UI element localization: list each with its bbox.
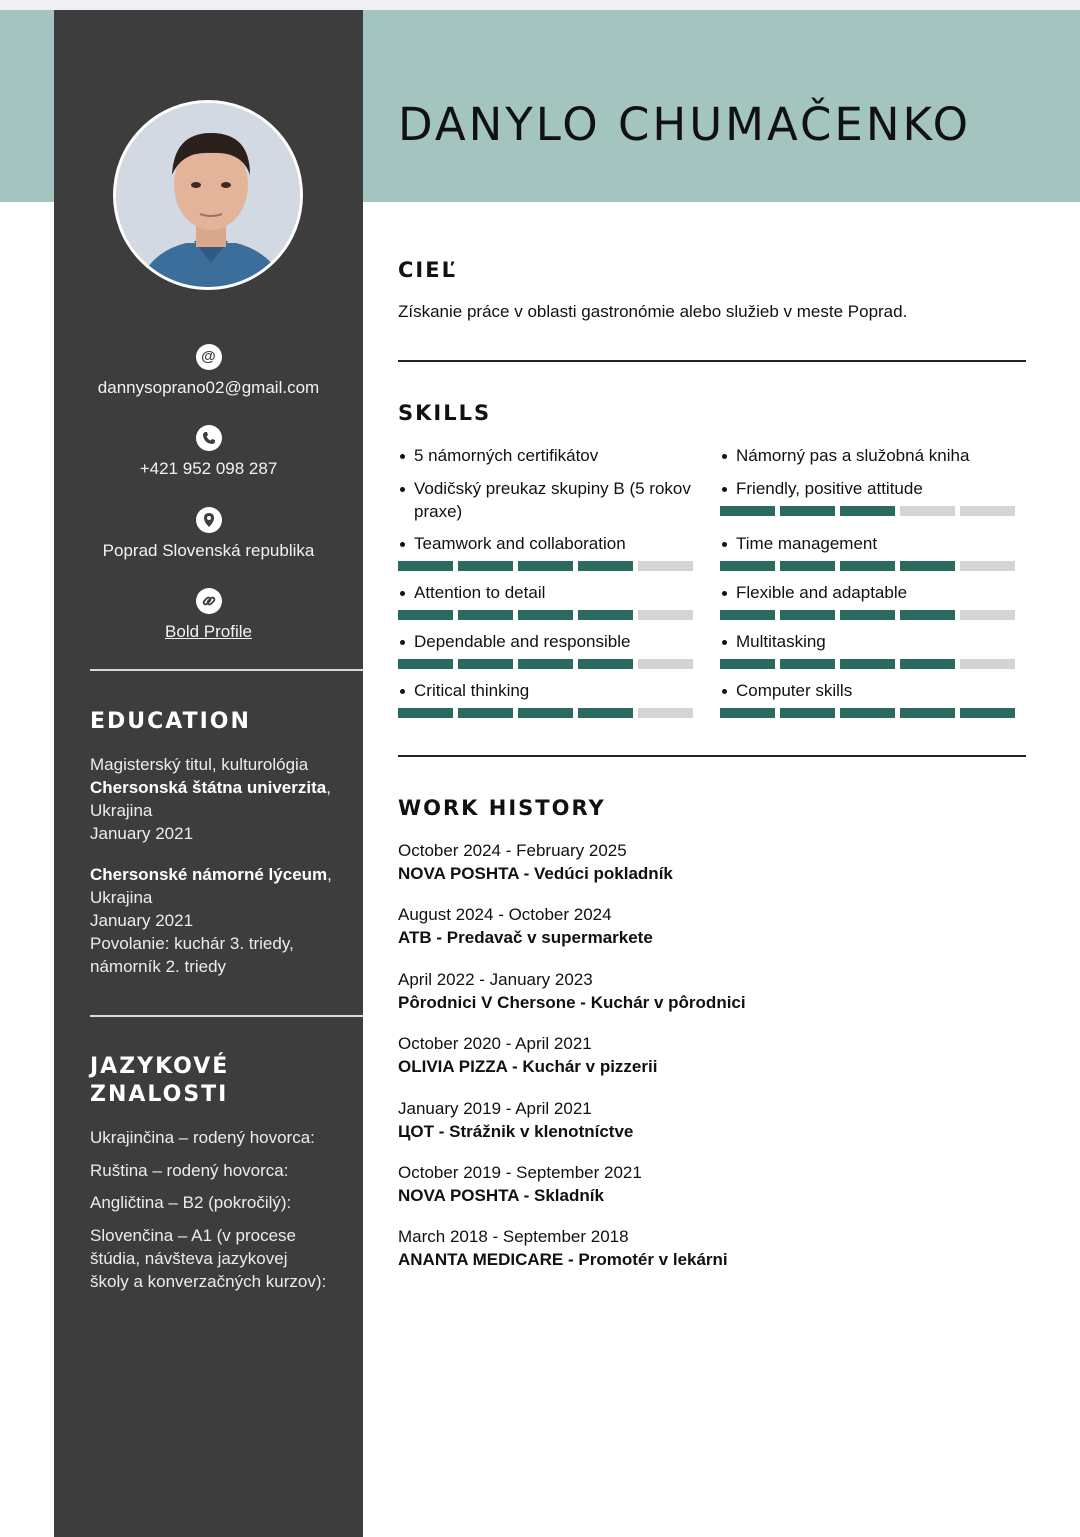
rating-segment-filled xyxy=(578,708,633,718)
rating-segment-filled xyxy=(720,659,775,669)
rating-segment-empty xyxy=(900,506,955,516)
skill-rating xyxy=(398,708,694,718)
rating-segment-filled xyxy=(518,561,573,571)
education-place: , Ukrajina xyxy=(90,778,331,820)
objective-heading: CIEĽ xyxy=(398,258,457,282)
work-date: August 2024 - October 2024 xyxy=(398,905,612,925)
objective-text: Získanie práce v oblasti gastronómie alebo služieb v meste Poprad. xyxy=(398,302,908,321)
rating-segment-filled xyxy=(900,708,955,718)
rating-segment-filled xyxy=(780,506,835,516)
rating-segment-filled xyxy=(398,708,453,718)
work-entry xyxy=(398,1097,1026,1143)
rating-segment-filled xyxy=(518,610,573,620)
rating-segment-filled xyxy=(578,561,633,571)
education-date: January 2021 xyxy=(90,824,194,843)
rating-segment-filled xyxy=(900,561,955,571)
work-entry xyxy=(398,903,1026,949)
work-title: NOVA POSHTA - Vedúci pokladník xyxy=(398,864,673,883)
profile-photo-illustration xyxy=(116,103,303,290)
skill-rating xyxy=(720,659,1016,669)
skill-rating xyxy=(398,659,694,669)
work-title: Pôrodnici V Chersone - Kuchár v pôrodnici xyxy=(398,992,746,1012)
rating-segment-filled xyxy=(518,708,573,718)
rating-segment-filled xyxy=(960,708,1015,718)
skill-label: Time management xyxy=(720,532,1016,555)
skill-item xyxy=(720,444,1016,467)
contact-email[interactable] xyxy=(54,344,363,398)
work-entry xyxy=(398,968,1026,1014)
work-date: January 2019 - April 2021 xyxy=(398,1098,592,1118)
skill-item xyxy=(720,581,1016,620)
skill-label: Multitasking xyxy=(720,630,1016,653)
phone-icon xyxy=(196,425,222,451)
skill-item xyxy=(398,477,694,523)
education-entry xyxy=(90,863,352,978)
location-pin-icon xyxy=(196,507,222,533)
work-date: October 2019 - September 2021 xyxy=(398,1163,642,1182)
skill-rating xyxy=(720,610,1016,620)
rating-segment-filled xyxy=(840,659,895,669)
skill-label: Critical thinking xyxy=(398,679,694,702)
rating-segment-filled xyxy=(840,708,895,718)
education-note: Povolanie: kuchár 3. triedy, námorník 2. triedy xyxy=(90,934,294,976)
rating-segment-filled xyxy=(720,506,775,516)
skill-label: Friendly, positive attitude xyxy=(720,477,1016,500)
skill-label: Attention to detail xyxy=(398,581,694,604)
work-title: ЦОТ - Strážnik v klenotníctve xyxy=(398,1121,634,1141)
rating-segment-filled xyxy=(398,561,453,571)
education-school-line xyxy=(90,863,352,909)
work-entry xyxy=(398,1032,1026,1078)
rating-segment-filled xyxy=(578,659,633,669)
at-icon: @ xyxy=(196,344,222,370)
skill-item xyxy=(398,444,694,467)
skill-label: Computer skills xyxy=(720,679,1016,702)
rating-segment-filled xyxy=(780,610,835,620)
skill-label: Teamwork and collaboration xyxy=(398,532,694,555)
rating-segment-filled xyxy=(458,610,513,620)
section-divider xyxy=(398,755,1026,757)
education-school: Chersonské námorné lýceum xyxy=(90,865,328,884)
rating-segment-filled xyxy=(398,610,453,620)
skill-label: Flexible and adaptable xyxy=(720,581,1016,604)
rating-segment-filled xyxy=(720,610,775,620)
work-date: April 2022 - January 2023 xyxy=(398,969,593,989)
skill-item xyxy=(398,532,694,571)
skill-rating xyxy=(720,506,1016,516)
skill-item xyxy=(720,477,1016,516)
rating-segment-empty xyxy=(960,561,1015,571)
rating-segment-filled xyxy=(458,708,513,718)
rating-segment-filled xyxy=(900,610,955,620)
rating-segment-filled xyxy=(900,659,955,669)
sidebar-divider xyxy=(90,1015,363,1017)
education-date: January 2021 xyxy=(90,911,194,930)
rating-segment-filled xyxy=(840,506,895,516)
rating-segment-empty xyxy=(638,659,693,669)
rating-segment-filled xyxy=(840,610,895,620)
work-entry xyxy=(398,1161,1026,1207)
skill-rating xyxy=(398,561,694,571)
phone-text[interactable]: +421 952 098 287 xyxy=(139,459,278,478)
section-divider xyxy=(398,360,1026,362)
skills-heading: SKILLS xyxy=(398,401,492,425)
work-date: March 2018 - September 2018 xyxy=(398,1227,629,1247)
rating-segment-filled xyxy=(780,708,835,718)
skill-label: Námorný pas a služobná kniha xyxy=(720,444,1016,467)
work-title: ATB - Predavač v supermarkete xyxy=(398,928,653,948)
language-item: Ukrajinčina – rodený hovorca: xyxy=(90,1128,315,1147)
rating-segment-empty xyxy=(638,708,693,718)
rating-segment-filled xyxy=(518,659,573,669)
skill-item xyxy=(398,630,694,669)
email-text[interactable]: dannysoprano02@gmail.com xyxy=(97,378,320,397)
rating-segment-filled xyxy=(578,610,633,620)
rating-segment-filled xyxy=(720,708,775,718)
skill-item xyxy=(720,679,1016,718)
work-title: NOVA POSHTA - Skladník xyxy=(398,1186,604,1205)
language-item: Angličtina – B2 (pokročilý): xyxy=(90,1193,292,1212)
rating-segment-empty xyxy=(960,659,1015,669)
language-item: Ruština – rodený hovorca: xyxy=(90,1161,289,1180)
rating-segment-filled xyxy=(840,561,895,571)
skill-rating xyxy=(720,708,1016,718)
language-item: Slovenčina – A1 (v procese štúdia, návšteva jazykovej školy a konverzačných kurzov): xyxy=(90,1226,327,1291)
rating-segment-filled xyxy=(780,561,835,571)
skill-item xyxy=(720,532,1016,571)
skill-label: Dependable and responsible xyxy=(398,630,694,653)
languages-heading: JAZYKOVÉ ZNALOSTI xyxy=(90,1054,230,1107)
skill-item xyxy=(398,581,694,620)
rating-segment-empty xyxy=(638,610,693,620)
work-entry xyxy=(398,839,1026,885)
skill-item xyxy=(398,679,694,718)
rating-segment-filled xyxy=(398,659,453,669)
skill-label: 5 námorných certifikátov xyxy=(398,444,694,467)
work-title: OLIVIA PIZZA - Kuchár v pizzerii xyxy=(398,1057,658,1077)
rating-segment-filled xyxy=(780,659,835,669)
skill-rating xyxy=(720,561,1016,571)
education-heading: EDUCATION xyxy=(90,709,251,734)
skill-rating xyxy=(398,610,694,620)
skill-item xyxy=(720,630,1016,669)
rating-segment-empty xyxy=(960,610,1015,620)
contact-link[interactable] xyxy=(54,588,363,642)
candidate-name: DANYLO CHUMAČENKO xyxy=(398,98,971,151)
skill-label: Vodičský preukaz skupiny B (5 rokov praxe) xyxy=(398,477,694,523)
education-school-line xyxy=(90,776,352,822)
education-degree: Magisterský titul, kulturológia xyxy=(90,755,309,774)
sidebar-divider xyxy=(90,669,363,671)
education-school: Chersonská štátna univerzita xyxy=(90,778,327,797)
profile-link[interactable]: Bold Profile xyxy=(165,622,252,641)
rating-segment-empty xyxy=(960,506,1015,516)
work-title: ANANTA MEDICARE - Promotér v lekárni xyxy=(398,1250,728,1270)
location-text: Poprad Slovenská republika xyxy=(102,541,315,560)
work-history-heading: WORK HISTORY xyxy=(398,796,606,820)
rating-segment-filled xyxy=(720,561,775,571)
rating-segment-filled xyxy=(458,561,513,571)
education-entry xyxy=(90,753,352,845)
profile-photo xyxy=(113,100,303,290)
work-date: October 2020 - April 2021 xyxy=(398,1034,592,1054)
top-strip xyxy=(0,0,1080,10)
work-date: October 2024 - February 2025 xyxy=(398,841,627,860)
rating-segment-filled xyxy=(458,659,513,669)
work-entry xyxy=(398,1225,1026,1271)
contact-location xyxy=(54,507,363,561)
contact-phone[interactable] xyxy=(54,425,363,479)
education-place: , Ukrajina xyxy=(90,865,332,907)
rating-segment-empty xyxy=(638,561,693,571)
link-icon xyxy=(196,588,222,614)
